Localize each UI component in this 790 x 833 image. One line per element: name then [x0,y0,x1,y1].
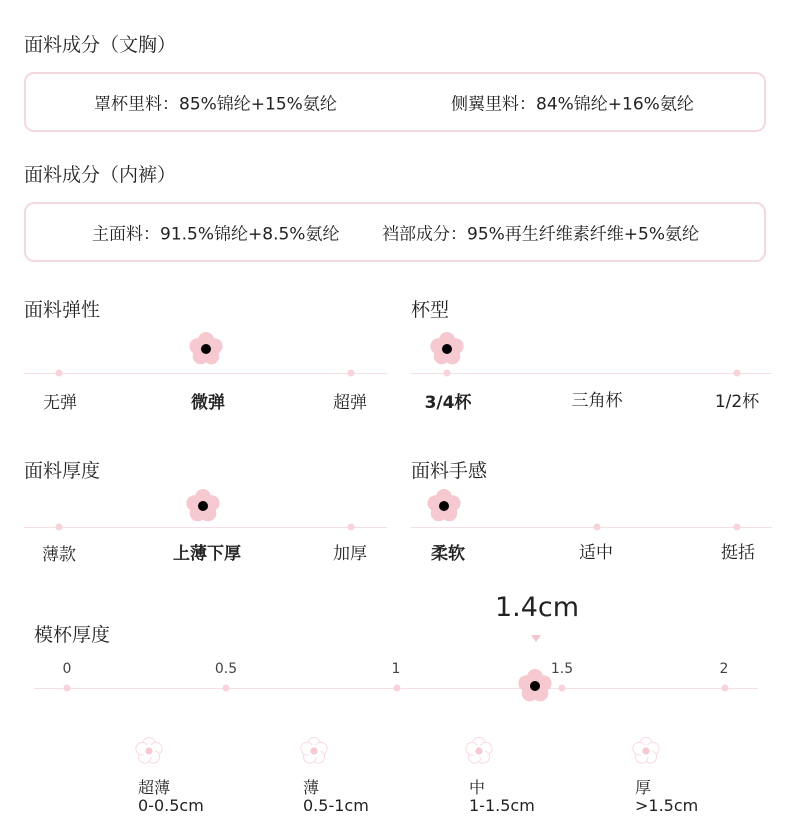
elasticity-option-super: 超弹 [333,393,367,413]
elasticity-stop [56,370,63,377]
hand-feel-track [411,527,772,528]
scale-tick-label: 0.5 [214,661,238,677]
scale-tick-label: 1 [391,661,401,677]
thickness-stop [348,524,355,531]
thickness-stop [56,524,63,531]
thickness-option-thin: 薄款 [42,545,76,565]
scale-tick-dot [394,685,401,692]
thickness-track [24,527,387,528]
hand-feel-title: 面料手感 [411,460,488,482]
scale-tick-dot [64,685,71,692]
cup-type-track [411,373,772,374]
legend-item-thick [635,779,698,815]
hand-feel-option-firm: 挺括 [721,543,755,563]
flower-marker-icon [515,666,555,706]
cup-lining-text: 罩杯里料：85%锦纶+15%氨纶 [94,94,337,115]
legend-item-medium [469,779,535,815]
elasticity-option-slight: 微弹 [191,393,225,413]
hand-feel-option-medium: 适中 [579,543,613,563]
elasticity-stop [348,370,355,377]
elasticity-track [24,373,387,374]
cup-type-option-half: 1/2杯 [714,392,760,412]
legend-item-thin [303,779,369,815]
legend-range: >1.5cm [635,796,699,815]
thickness-title: 面料厚度 [24,460,101,482]
scale-tick-label: 2 [719,661,729,677]
flower-outline-icon [131,733,167,769]
crotch-fabric-text: 裆部成分：95%再生纤维素纤维+5%氨纶 [382,224,699,245]
scale-tick-dot [223,685,230,692]
panty-composition-title: 面料成分（内裤） [24,164,177,186]
bra-composition-title: 面料成分（文胸） [24,34,177,56]
scale-tick-label: 1.5 [550,661,574,677]
bra-composition-box [24,72,766,132]
cup-type-stop [444,370,451,377]
legend-range: 1-1.5cm [469,796,535,815]
flower-outline-icon [628,733,664,769]
value-pointer-icon [531,635,541,642]
elasticity-title: 面料弹性 [24,299,101,321]
flower-outline-icon [461,733,497,769]
legend-range: 0.5-1cm [303,796,369,815]
legend-name: 中 [469,778,486,797]
scale-tick-label: 0 [62,661,72,677]
legend-item-ultra-thin [138,779,204,815]
legend-name: 超薄 [138,778,171,797]
cup-type-stop [734,370,741,377]
cup-type-option-three-quarter: 3/4杯 [424,393,472,413]
flower-marker-icon [427,329,467,369]
hand-feel-stop [594,524,601,531]
thickness-option-thick: 加厚 [333,544,367,564]
hand-feel-stop [734,524,741,531]
flower-marker-icon [424,486,464,526]
legend-name: 薄 [303,778,320,797]
flower-outline-icon [296,733,332,769]
legend-name: 厚 [635,778,652,797]
elasticity-option-none: 无弹 [43,393,77,413]
wing-lining-text: 侧翼里料：84%锦纶+16%氨纶 [451,94,694,115]
mold-cup-value-label: 1.4cm [494,592,580,623]
legend-range: 0-0.5cm [138,796,204,815]
panty-composition-box [24,202,766,262]
hand-feel-option-soft: 柔软 [431,544,465,564]
cup-type-title: 杯型 [411,299,450,321]
main-fabric-text: 主面料：91.5%锦纶+8.5%氨纶 [92,224,340,245]
cup-type-option-triangle: 三角杯 [571,391,623,411]
flower-marker-icon [183,486,223,526]
scale-tick-dot [722,685,729,692]
thickness-option-top-thin-bottom-thick: 上薄下厚 [173,544,241,564]
scale-tick-dot [559,685,566,692]
flower-marker-icon [186,329,226,369]
mold-cup-title: 模杯厚度 [34,624,111,646]
